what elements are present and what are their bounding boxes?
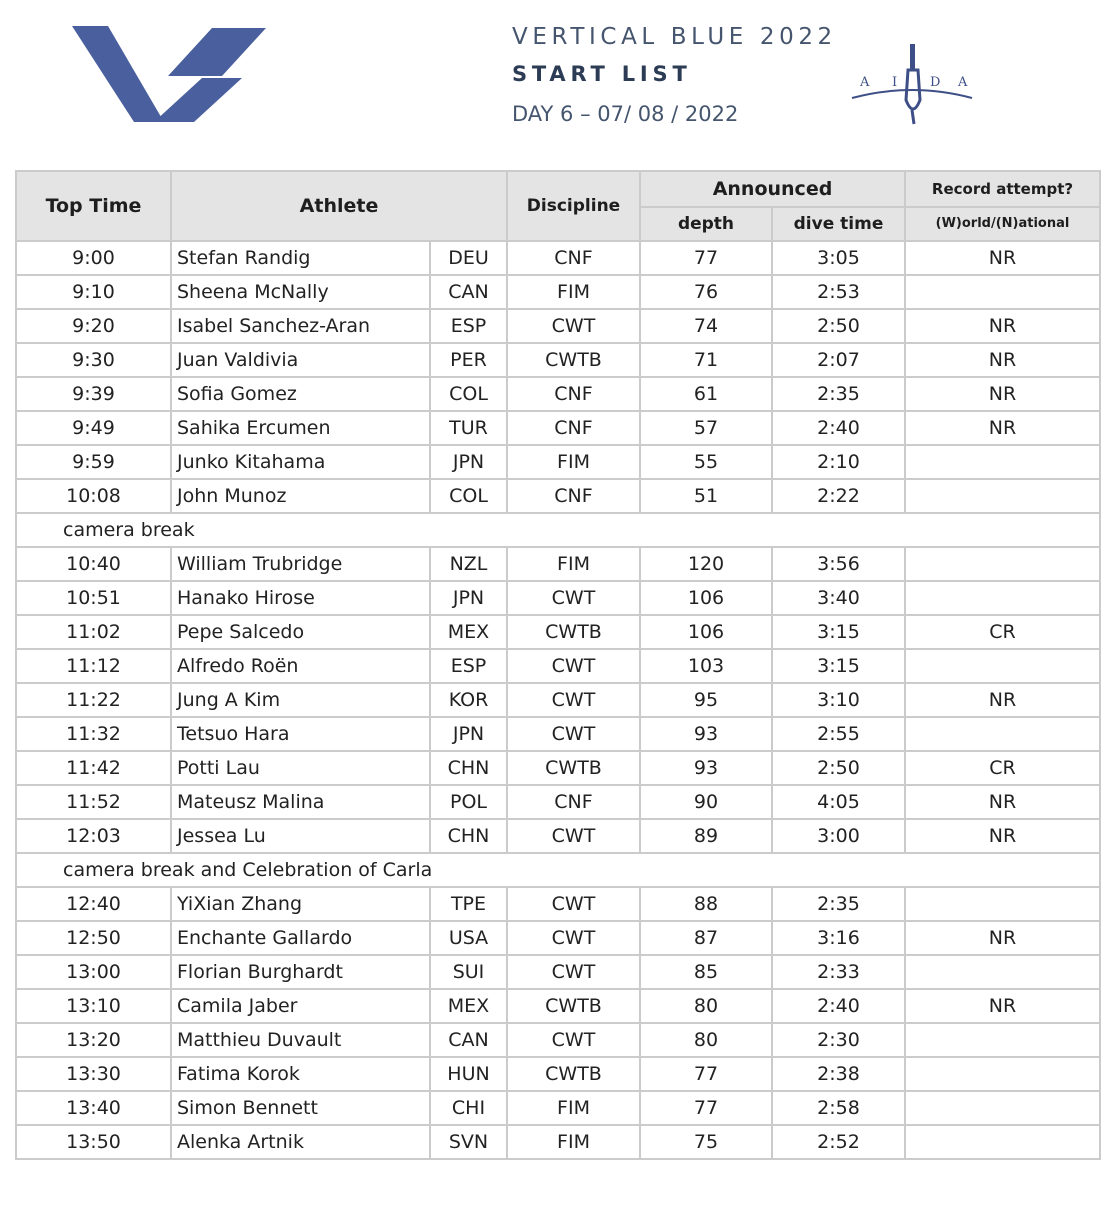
table-row [16, 445, 1100, 479]
country-code-cell: ESP [430, 649, 507, 683]
table-row [16, 819, 1100, 853]
discipline-cell: CWTB [507, 751, 640, 785]
discipline-cell: CNF [507, 241, 640, 275]
discipline-cell: CWT [507, 309, 640, 343]
break-row [16, 513, 1100, 547]
start-time-cell: 11:02 [16, 615, 171, 649]
country-code-cell: SUI [430, 955, 507, 989]
depth-cell: 85 [640, 955, 772, 989]
discipline-cell: CWT [507, 1023, 640, 1057]
start-time-cell: 11:42 [16, 751, 171, 785]
record-attempt-cell: CR [905, 751, 1100, 785]
discipline-cell: FIM [507, 445, 640, 479]
depth-cell: 80 [640, 989, 772, 1023]
start-list-rows [16, 241, 1100, 1159]
discipline-cell: CWTB [507, 615, 640, 649]
athlete-name-cell: Hanako Hirose [171, 581, 430, 615]
dive-time-cell: 2:52 [772, 1125, 905, 1159]
start-time-cell: 12:50 [16, 921, 171, 955]
athlete-name-cell: John Munoz [171, 479, 430, 513]
country-code-cell: JPN [430, 581, 507, 615]
record-attempt-cell: NR [905, 921, 1100, 955]
table-row [16, 751, 1100, 785]
athlete-name-cell: Juan Valdivia [171, 343, 430, 377]
record-attempt-cell: NR [905, 241, 1100, 275]
depth-cell: 77 [640, 1057, 772, 1091]
start-time-cell: 12:03 [16, 819, 171, 853]
discipline-cell: CNF [507, 411, 640, 445]
header-record-attempt: Record attempt? [905, 171, 1100, 207]
start-time-cell: 11:12 [16, 649, 171, 683]
record-attempt-cell: NR [905, 411, 1100, 445]
athlete-name-cell: Junko Kitahama [171, 445, 430, 479]
table-row [16, 241, 1100, 275]
depth-cell: 76 [640, 275, 772, 309]
depth-cell: 77 [640, 241, 772, 275]
dive-time-cell: 3:56 [772, 547, 905, 581]
country-code-cell: TUR [430, 411, 507, 445]
table-row [16, 683, 1100, 717]
athlete-name-cell: Camila Jaber [171, 989, 430, 1023]
athlete-name-cell: Alfredo Roën [171, 649, 430, 683]
depth-cell: 61 [640, 377, 772, 411]
athlete-name-cell: Tetsuo Hara [171, 717, 430, 751]
athlete-name-cell: Jessea Lu [171, 819, 430, 853]
depth-cell: 75 [640, 1125, 772, 1159]
discipline-cell: CNF [507, 377, 640, 411]
country-code-cell: USA [430, 921, 507, 955]
country-code-cell: NZL [430, 547, 507, 581]
start-time-cell: 9:49 [16, 411, 171, 445]
depth-cell: 93 [640, 751, 772, 785]
discipline-cell: CWT [507, 887, 640, 921]
dive-time-cell: 2:30 [772, 1023, 905, 1057]
record-attempt-cell: NR [905, 343, 1100, 377]
dive-time-cell: 3:15 [772, 649, 905, 683]
table-row [16, 479, 1100, 513]
record-attempt-cell: NR [905, 683, 1100, 717]
dive-time-cell: 2:55 [772, 717, 905, 751]
country-code-cell: CAN [430, 275, 507, 309]
athlete-name-cell: Matthieu Duvault [171, 1023, 430, 1057]
table-row [16, 717, 1100, 751]
header-record-legend: (W)orld/(N)ational [905, 207, 1100, 241]
country-code-cell: CHN [430, 751, 507, 785]
start-time-cell: 13:50 [16, 1125, 171, 1159]
table-row [16, 1023, 1100, 1057]
table-row [16, 275, 1100, 309]
dive-time-cell: 2:50 [772, 751, 905, 785]
aida-letter-a: A [860, 75, 870, 90]
dive-time-cell: 3:05 [772, 241, 905, 275]
start-time-cell: 9:20 [16, 309, 171, 343]
discipline-cell: CNF [507, 785, 640, 819]
record-attempt-cell: CR [905, 615, 1100, 649]
record-attempt-cell [905, 445, 1100, 479]
depth-cell: 120 [640, 547, 772, 581]
record-attempt-cell: NR [905, 785, 1100, 819]
athlete-name-cell: YiXian Zhang [171, 887, 430, 921]
country-code-cell: SVN [430, 1125, 507, 1159]
record-attempt-cell: NR [905, 309, 1100, 343]
dive-time-cell: 2:53 [772, 275, 905, 309]
table-row [16, 649, 1100, 683]
dive-time-cell: 2:50 [772, 309, 905, 343]
country-code-cell: POL [430, 785, 507, 819]
depth-cell: 88 [640, 887, 772, 921]
start-time-cell: 13:20 [16, 1023, 171, 1057]
country-code-cell: MEX [430, 615, 507, 649]
start-time-cell: 10:40 [16, 547, 171, 581]
record-attempt-cell [905, 717, 1100, 751]
aida-letter-a2: A [958, 75, 968, 90]
header-top-time: Top Time [16, 171, 171, 241]
record-attempt-cell [905, 1023, 1100, 1057]
table-row [16, 377, 1100, 411]
table-row [16, 785, 1100, 819]
start-time-cell: 10:08 [16, 479, 171, 513]
header-announced: Announced [640, 171, 905, 207]
discipline-cell: CWTB [507, 989, 640, 1023]
aida-letter-d: D [930, 75, 941, 90]
discipline-cell: FIM [507, 275, 640, 309]
table-row [16, 921, 1100, 955]
header-athlete: Athlete [171, 171, 507, 241]
country-code-cell: KOR [430, 683, 507, 717]
athlete-name-cell: Isabel Sanchez-Aran [171, 309, 430, 343]
depth-cell: 87 [640, 921, 772, 955]
athlete-name-cell: Sofia Gomez [171, 377, 430, 411]
start-time-cell: 11:52 [16, 785, 171, 819]
country-code-cell: COL [430, 479, 507, 513]
athlete-name-cell: Sheena McNally [171, 275, 430, 309]
athlete-name-cell: Sahika Ercumen [171, 411, 430, 445]
start-time-cell: 9:30 [16, 343, 171, 377]
country-code-cell: JPN [430, 717, 507, 751]
table-row [16, 1057, 1100, 1091]
athlete-name-cell: Jung A Kim [171, 683, 430, 717]
discipline-cell: FIM [507, 547, 640, 581]
discipline-cell: CWT [507, 649, 640, 683]
start-list-table [15, 170, 1101, 1160]
start-time-cell: 11:32 [16, 717, 171, 751]
table-row [16, 887, 1100, 921]
discipline-cell: FIM [507, 1091, 640, 1125]
dive-time-cell: 3:16 [772, 921, 905, 955]
depth-cell: 90 [640, 785, 772, 819]
aida-logo [848, 40, 976, 128]
dive-time-cell: 4:05 [772, 785, 905, 819]
country-code-cell: DEU [430, 241, 507, 275]
table-row [16, 309, 1100, 343]
athlete-name-cell: Stefan Randig [171, 241, 430, 275]
depth-cell: 89 [640, 819, 772, 853]
vertical-blue-logo [72, 22, 268, 126]
aida-letter-i: I [892, 75, 898, 90]
discipline-cell: FIM [507, 1125, 640, 1159]
depth-cell: 51 [640, 479, 772, 513]
athlete-name-cell: Alenka Artnik [171, 1125, 430, 1159]
country-code-cell: JPN [430, 445, 507, 479]
start-time-cell: 9:59 [16, 445, 171, 479]
event-date: DAY 6 – 07/ 08 / 2022 [512, 102, 739, 126]
table-row [16, 1091, 1100, 1125]
dive-time-cell: 3:10 [772, 683, 905, 717]
dive-time-cell: 2:40 [772, 411, 905, 445]
athlete-name-cell: Pepe Salcedo [171, 615, 430, 649]
record-attempt-cell [905, 1091, 1100, 1125]
break-row [16, 853, 1100, 887]
depth-cell: 95 [640, 683, 772, 717]
dive-time-cell: 2:33 [772, 955, 905, 989]
dive-time-cell: 2:22 [772, 479, 905, 513]
athlete-name-cell: Mateusz Malina [171, 785, 430, 819]
header-depth: depth [640, 207, 772, 241]
table-row [16, 411, 1100, 445]
dive-time-cell: 2:35 [772, 377, 905, 411]
event-title: VERTICAL BLUE 2022 [512, 24, 837, 50]
athlete-name-cell: Fatima Korok [171, 1057, 430, 1091]
break-label: camera break and Celebration of Carla [16, 853, 1100, 887]
record-attempt-cell [905, 955, 1100, 989]
start-time-cell: 12:40 [16, 887, 171, 921]
country-code-cell: COL [430, 377, 507, 411]
dive-time-cell: 3:15 [772, 615, 905, 649]
record-attempt-cell [905, 1125, 1100, 1159]
table-row [16, 1125, 1100, 1159]
country-code-cell: CAN [430, 1023, 507, 1057]
depth-cell: 77 [640, 1091, 772, 1125]
dive-time-cell: 3:40 [772, 581, 905, 615]
record-attempt-cell [905, 887, 1100, 921]
record-attempt-cell [905, 547, 1100, 581]
record-attempt-cell: NR [905, 989, 1100, 1023]
table-row [16, 581, 1100, 615]
dive-time-cell: 2:07 [772, 343, 905, 377]
record-attempt-cell [905, 1057, 1100, 1091]
dive-time-cell: 2:58 [772, 1091, 905, 1125]
record-attempt-cell [905, 275, 1100, 309]
start-time-cell: 13:10 [16, 989, 171, 1023]
start-time-cell: 13:00 [16, 955, 171, 989]
start-time-cell: 9:00 [16, 241, 171, 275]
athlete-name-cell: Enchante Gallardo [171, 921, 430, 955]
record-attempt-cell [905, 581, 1100, 615]
start-time-cell: 9:10 [16, 275, 171, 309]
discipline-cell: CWT [507, 955, 640, 989]
header-dive-time: dive time [772, 207, 905, 241]
depth-cell: 106 [640, 615, 772, 649]
dive-time-cell: 2:10 [772, 445, 905, 479]
record-attempt-cell: NR [905, 819, 1100, 853]
depth-cell: 57 [640, 411, 772, 445]
start-time-cell: 13:40 [16, 1091, 171, 1125]
depth-cell: 103 [640, 649, 772, 683]
athlete-name-cell: Simon Bennett [171, 1091, 430, 1125]
start-time-cell: 10:51 [16, 581, 171, 615]
discipline-cell: CWT [507, 819, 640, 853]
country-code-cell: MEX [430, 989, 507, 1023]
country-code-cell: CHI [430, 1091, 507, 1125]
depth-cell: 93 [640, 717, 772, 751]
country-code-cell: PER [430, 343, 507, 377]
depth-cell: 80 [640, 1023, 772, 1057]
discipline-cell: CWTB [507, 1057, 640, 1091]
country-code-cell: ESP [430, 309, 507, 343]
header-discipline: Discipline [507, 171, 640, 241]
record-attempt-cell [905, 479, 1100, 513]
table-row [16, 955, 1100, 989]
discipline-cell: CNF [507, 479, 640, 513]
record-attempt-cell [905, 649, 1100, 683]
start-time-cell: 11:22 [16, 683, 171, 717]
depth-cell: 106 [640, 581, 772, 615]
depth-cell: 55 [640, 445, 772, 479]
depth-cell: 71 [640, 343, 772, 377]
table-row [16, 615, 1100, 649]
discipline-cell: CWT [507, 921, 640, 955]
dive-time-cell: 2:38 [772, 1057, 905, 1091]
table-row [16, 343, 1100, 377]
document-subtitle: START LIST [512, 62, 692, 86]
table-row [16, 989, 1100, 1023]
country-code-cell: TPE [430, 887, 507, 921]
country-code-cell: HUN [430, 1057, 507, 1091]
discipline-cell: CWTB [507, 343, 640, 377]
depth-cell: 74 [640, 309, 772, 343]
discipline-cell: CWT [507, 717, 640, 751]
discipline-cell: CWT [507, 581, 640, 615]
athlete-name-cell: William Trubridge [171, 547, 430, 581]
athlete-name-cell: Florian Burghardt [171, 955, 430, 989]
break-label: camera break [16, 513, 1100, 547]
athlete-name-cell: Potti Lau [171, 751, 430, 785]
start-time-cell: 9:39 [16, 377, 171, 411]
discipline-cell: CWT [507, 683, 640, 717]
dive-time-cell: 3:00 [772, 819, 905, 853]
dive-time-cell: 2:35 [772, 887, 905, 921]
table-row [16, 547, 1100, 581]
record-attempt-cell: NR [905, 377, 1100, 411]
dive-time-cell: 2:40 [772, 989, 905, 1023]
start-time-cell: 13:30 [16, 1057, 171, 1091]
country-code-cell: CHN [430, 819, 507, 853]
